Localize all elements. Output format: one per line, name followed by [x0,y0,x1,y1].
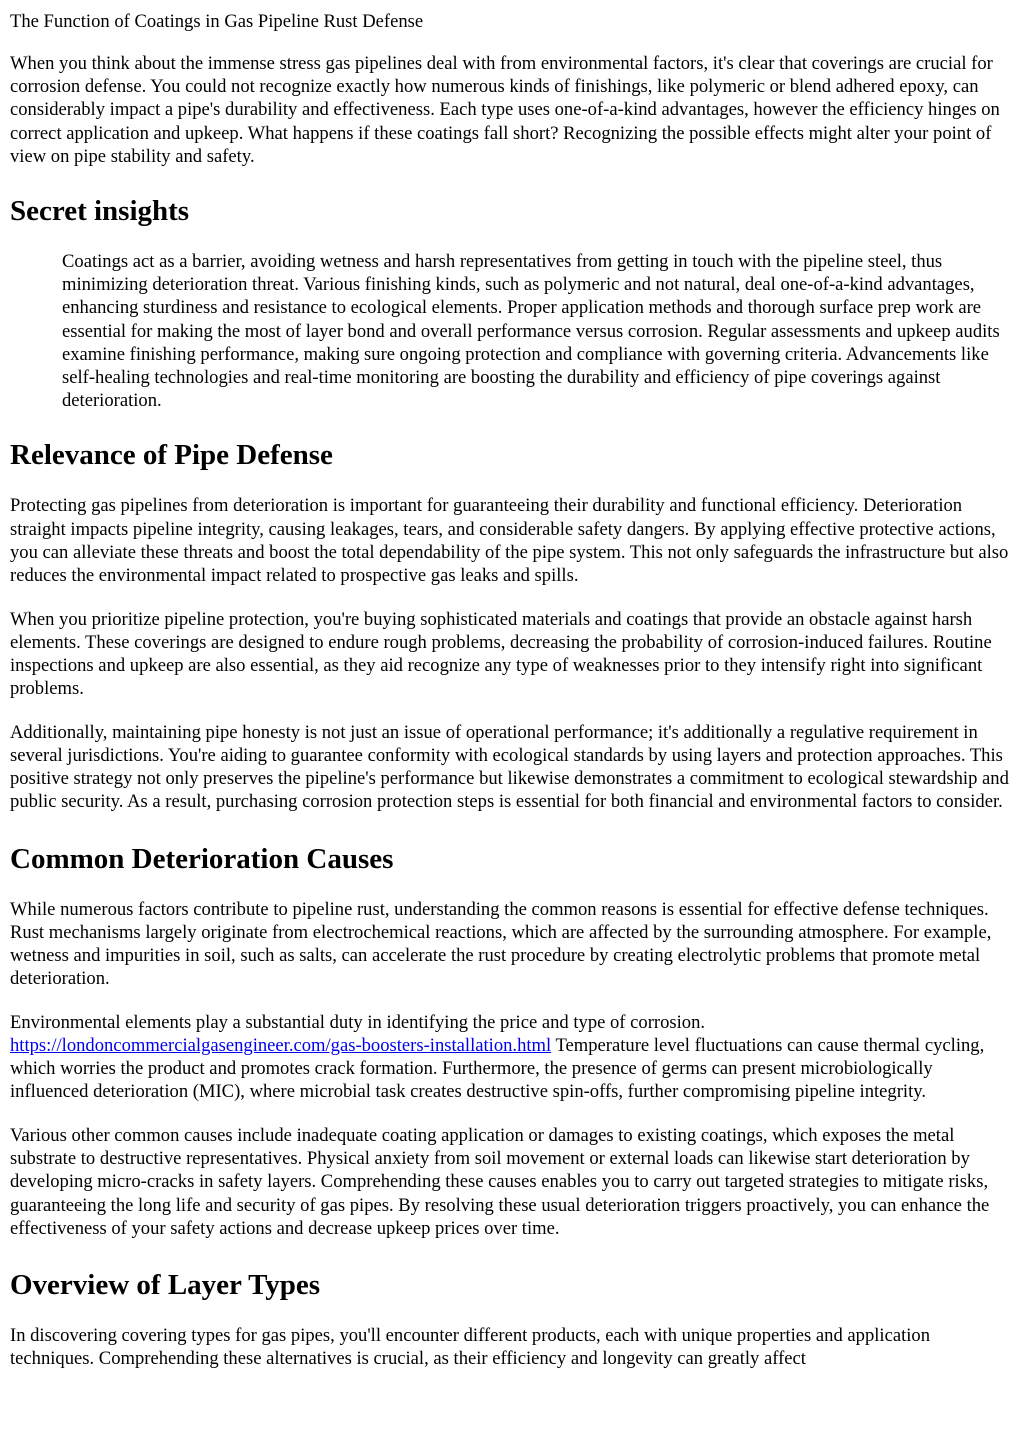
relevance-paragraph-3: Additionally, maintaining pipe honesty is not just an issue of operational performance; it's additionally a regulative requirement in several jurisdictions. You're aiding to guarantee conformity with ecological standards by using layers and protection approaches. This positive strategy not only preserves the pipeline's performance but likewise demonstrates a commitment to ecological stewardship and public security. As a result, purchasing corrosion protection steps is essential for both financial and environmental factors to consider. [10,721,1009,813]
relevance-paragraph-2: When you prioritize pipeline protection, you're buying sophisticated materials and coatings that provide an obstacle against harsh elements. These coverings are designed to endure rough problems, decreasing the probability of corrosion-induced failures. Routine inspections and upkeep are also essential, as they aid recognize any type of weaknesses prior to they intensify right into significant problems. [10,608,992,700]
causes-paragraph-3: Various other common causes include inadequate coating application or damages to existing coatings, which exposes the metal substrate to destructive representatives. Physical anxiety from soil movement or external loads can likewise start deterioration by developing micro-cracks in safety layers. Comprehending these causes enables you to carry out targeted strategies to mitigate risks, guaranteeing the long life and security of gas pipes. By resolving these usual deterioration triggers proactively, you can enhance the effectiveness of your safety actions and decrease upkeep prices over time. [10,1125,990,1239]
relevance-paragraph-1: Protecting gas pipelines from deterioration is important for guaranteeing their durability and functional efficiency. Deterioration straight impacts pipeline integrity, causing leakages, tears, and considerable safety dangers. By applying effective protective actions, you can alleviate these threats and boost the total dependability of the pipe system. This not only safeguards the infrastructure but also reduces the environmental impact related to prospective gas leaks and spills. [10,495,1009,587]
heading-relevance: Relevance of Pipe Defense [10,439,333,472]
key-insights-quote [62,250,1014,412]
document-title: The Function of Coatings in Gas Pipeline Rust Defense [10,11,424,32]
layer-types-paragraph-1: In discovering covering types for gas pipes, you'll encounter different products, each with unique properties and application techniques. Comprehending these alternatives is crucial, as their efficiency and longevity can greatly affect [10,1325,931,1370]
causes-paragraph-2-lead: Environmental elements play a substantial duty in identifying the price and type of corrosion. [10,1011,706,1033]
heading-secret-insights: Secret insights [10,195,190,228]
key-insights-text: Coatings act as a barrier, avoiding wetness and harsh representatives from getting in touch with the pipeline steel, thus minimizing deterioration threat. Various finishing kinds, such as polymeric and not natural, deal one-of-a-kind advantages, enhancing sturdiness and resistance to ecological elements. Proper application methods and thorough surface prep work are essential for making the most of layer bond and overall performance versus corrosion. Regular assessments and upkeep audits examine finishing performance, making sure ongoing protection and compliance with governing criteria. Advancements like self-healing technologies and real-time monitoring are boosting the durability and efficiency of pipe coverings against deterioration. [62,251,1000,412]
heading-causes: Common Deterioration Causes [10,842,394,875]
causes-paragraph-2-rest: Temperature level fluctuations can cause thermal cycling, which worries the product and promotes crack formation. Furthermore, the presence of germs can present microbiologically influenced deterioration (MIC), where microbial task creates destructive spin-offs, further compromising pipeline integrity. [10,1035,985,1103]
causes-paragraph-1: While numerous factors contribute to pipeline rust, understanding the common reasons is essential for effective defense techniques. Rust mechanisms largely originate from electrochemical reactions, which are affected by the surrounding atmosphere. For example, wetness and impurities in soil, such as salts, can accelerate the rust procedure by creating electrolytic problems that promote metal deterioration. [10,898,992,990]
gas-boosters-link[interactable]: https://londoncommercialgasengineer.com/gas-boosters-installation.html [10,1035,552,1057]
heading-layer-types: Overview of Layer Types [10,1269,321,1302]
intro-paragraph: When you think about the immense stress gas pipelines deal with from environmental factors, it's clear that coverings are crucial for corrosion defense. You could not recognize exactly how numerous kinds of finishings, like polymeric or blend adhered epoxy, can considerably impact a pipe's durability and effectiveness. Each type uses one-of-a-kind advantages, however the efficiency hinges on correct application and upkeep. What happens if these coatings fall short? Recognizing the possible effects might alter your point of view on pipe stability and safety. [10,53,1000,167]
causes-paragraph-2 [10,1011,1014,1104]
